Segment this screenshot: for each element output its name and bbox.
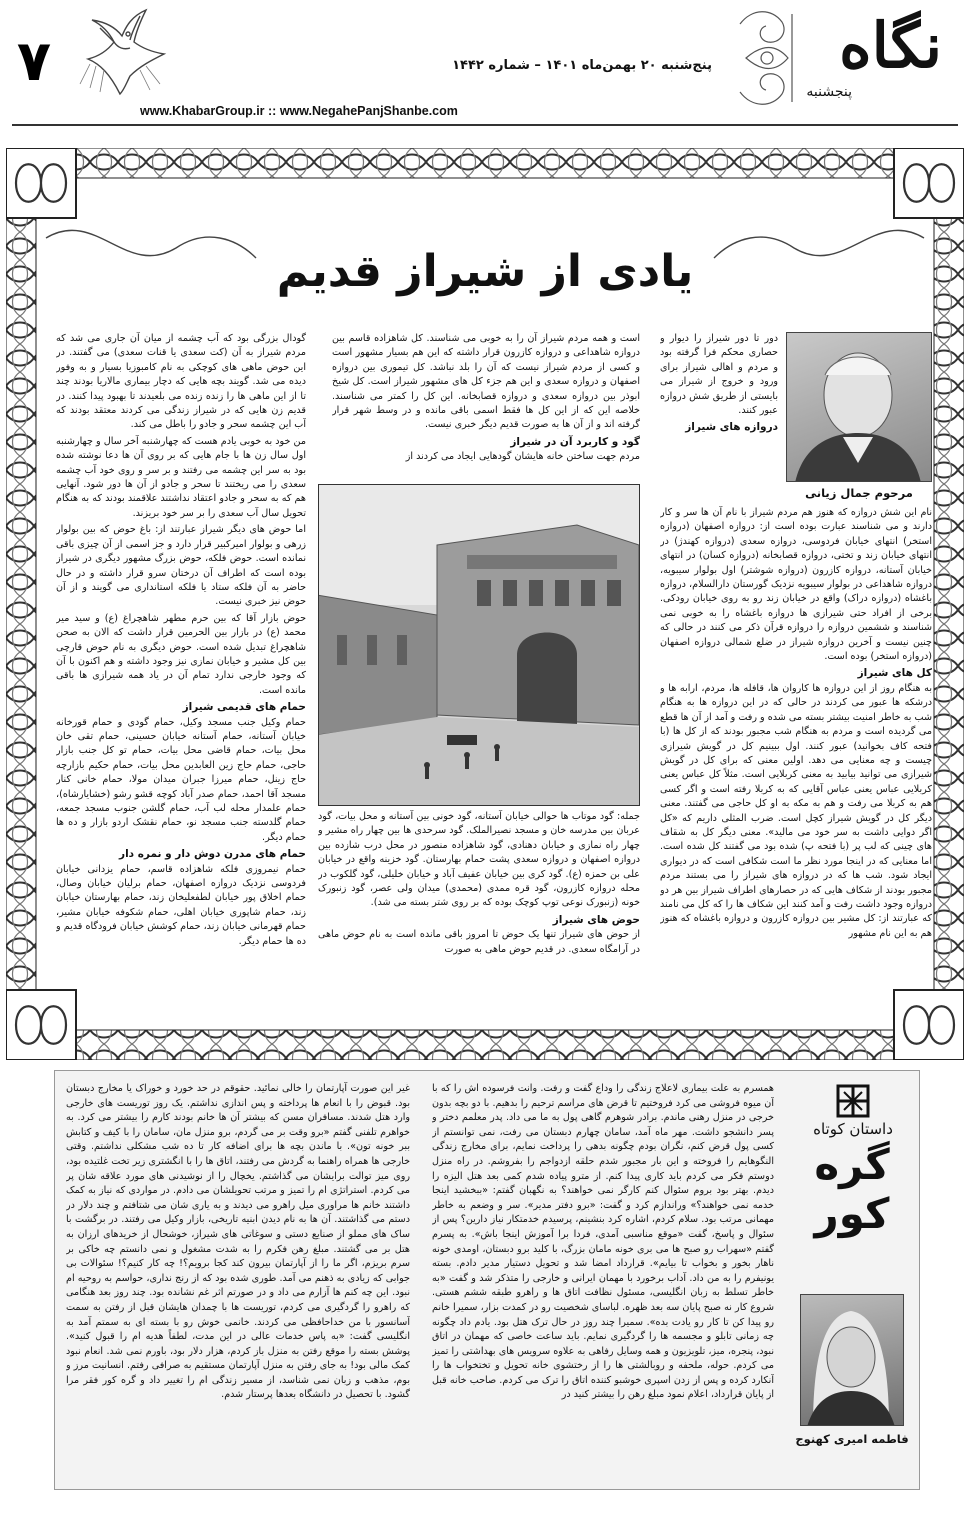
pits-list-paragraph: جمله: گود موتاب ها حوالی خیابان آستانه، گود خونی بین آستانه و محل بیات، گود عربان بین مدرسه خان و مسجد نصیرالملک. گود سرحدی ها بین چهار راه مشیر و چهار راه نمازی و خیابان دهنادی، گود شاهزاده منصور در محل درب شازده بین دروازه اصفهان و دروازه سعدی پشت حمام بهارستان. گود خزینه واقع در خیابان علی بن حمزه (ع). گود کری بین خیابان عفیف آباد و خیابان خلیلی، گود گلکوب در محله دروازه کازرون، گود قره ممدی (محمدی) میدان ولی عصر، گود زنبورک خونه (زنبورک نوعی توپ کوچک بوده که بر روی شتر بسته می شد). <box>318 811 640 909</box>
website-links[interactable]: www.KhabarGroup.ir :: www.NegahePanjShanbe.com <box>140 104 458 118</box>
article-column-2-bottom <box>318 810 640 1002</box>
story-emblem-icon <box>808 1082 898 1122</box>
story-paragraph-2: غیر این صورت آپارتمان را خالی نمائید. حقوقم در حد خورد و خوراک یا مخارج دبستان بود. قبوض را با انعام ها پرداخته و پس اندازی نداشتم. یک روز توریست های خارجی وارد هتل شدند. مسافران مسن که بیشتر آن ها خانم بودند کارم را بیشتر می کرد. به خواهرم تلفنی گفتم «برو وقت بر می گردم، برو منزل مان، سامان را با کیف و کتابش ببر خونه تون». با ماندن بچه ها برای اضافه کار تا ده شب مشکلی نداشتم. وقتی خارجی ها همراه راهنما به گردش می رفتند، اتاق ها را با انگشتری زیر تخت غلتیده بود، روی میز توالت برایشان می گذاشتم. یخچال را از نوشیدنی های مورد علاقه شان پر می کردم. استراتژی ام را تمیز و مرتب تحویلشان می دادم. در مواردی که نیاز به کمک داشتند خانم ها مراوری میل راهرو می دیدند و به یاری شان می شتافتم و چند دلار در دستم می گذاشتند. آن ها به نام دیدن ابنیه تاریخی، بازار وکیل می رفتند. در برگشت با ساک های مملو از صنایع دستی و سوغاتی های شیراز، خوشحال از خریدهای ارزان به هتل بر می گشتند. مبلغ رهن فکرم را به شدت مشغول و نمی دانستم چه خاکی بر سرم بریزم، اگر ما را از آپارتمان بیرون کند کجا برویم؟! چه کار کنیم؟! سئوالات بی جوابی که زیادی به ذهنم می آمد. طوری شده بود که از رنج نداری، حواسم به روحیه ام نبود. این چه کنم ها آزارم می داد و در صورتم اثر غم نشانده بود. چند روز بعد هنگامی که راهرو را گردگیری می کردم، توریست ها با چمدان هایشان قبل از رفتن به سمت آسانسور با من خداحافظی می کردند. خانمی خوش رو با بسته ای به سمتم آمد به انگلیسی گفت: «به پاس خدمات عالی در این مدت، لطفاً هدیه ام را قبول کنید». پوشش بسته را موقع رفتن به منزل باز کردم، هزار دلار بود، باورم نمی شد. انعام نبود کمک مالی بود! به جای رفتن به منزل آپارتمان مستقیم به صرافی رفتم. انسانیت مرز و بوم، مذهب و زبان نمی شناسد، از مسیر زندگی ام را تغییر داد و گره کور فقر مرا گشود. با تحصیل در دانشگاه بعدها پرستار شدم. <box>66 1083 410 1401</box>
modern-baths-paragraph: حمام نیمروزی فلکه شاهزاده قاسم، حمام یزدانی خیابان فردوسی نزدیک دروازه اصفهان، حمام برلیان خیابان وصال، حمام اخلاق پور خیابان لطفعلیخان زند، حمام بهارستان خیابان زند، حمام شاپوری خیابان اهلی، حمام شکوفه خیابان مشیر، حمام قهرمانی خیابان زند، حمام کوشش خیابان فرودگاه قدیم و ده ها حمام دیگر. <box>56 863 306 947</box>
story-paragraph-1: همسرم به علت بیماری لاعلاج زندگی را وداع گفت و رفت. وانت فرسوده اش را که با آن میوه فروشی می کرد فروختیم تا قرض های مراسم ترحیم را بدهیم. با دو بچه بدون خرجی در منزل رهنی ماندم. برادر شوهرم گاهی پول به ما می داد. پدر معلمم دختر و پسر دانشجو داشت. مهر ماه آمد، سامان چهارم دبستان می رفت، نمی توانستم از کسی پول قرض کنم، نگران بودم چگونه بدهی را پرداخت نمایم، برای مخارج زندگی النگوهایم را فروخته و این بار مجبور شدم حلقه ازدواجم را بفروشم. در راه منزل دوستم فکر می کردم باید کاری پیدا کنم. از مترو پیاده شدم کمی بعد هتل الیزه را دیدم. بهتر بود بروم سئوال کنم کارگر نمی خواهند؟ به نگهبان گفتم: «ببخشید اینجا خدمه نمی خواهند؟» وراندازم کرد و گفت: «برو دفتر مدیر». سر و وضعم به خاطر مهمانی مرتب بود. سلام کردم، اشاره کرد بنشینم، پرسیدم خدمتکار نیاز دارین؟ پس از سئوال و پاسخ، گفت «موقع مناسبی آمدی، فردا برا آموزش اینجا باش». به پسرم گفتم «سهراب رو صبح ها می بری خونه مامان بزرگ، با کلید برو دبستان، اومدی خونه ناهار بخور و بخواب تا بیایم». قرارداد امضا شد و تحویل دستیار مدیر دادم. بسته یونیفرم را به من داد. آداب برخورد با مهمان ایرانی و خارجی را متذکر شد و گفت «به خاطر تسلط به زبان انگلیسی، مسئول نظافت اتاق ها و راهرو طبقه ششم هستی. شروع کار نه صبح پایان سه بعد ظهره. لباسای شخصیت رو در کمدت بزار، سمیرا خانم رو پیدا کن تا کار رو یادت بده». سمیرا چند روز در حال ترک هتل بود. یادم داد چگونه چه زمانی تابلو و مجسمه ها را گردگیری نمایم. باید ساعت خاصی که مهمان در اتاق نبود، پنجره، میز، تلویزیون و همه وسایل رفاهی به علاوه سرویس های بهداشتی را تمیز می کردم. حوله، ملحفه و روبالشتی ها را از رختشوی خانه تحویل و تختخواب ها را آنکارد کرده و پس از زدن اسپری خوشبو کننده اتاق را ترک می کردم. صاحب خانه قبل از پایان قرارداد، اعلام نمود مبلغ رهن را بیشتر کنید در <box>432 1083 774 1401</box>
author-caption: مرحوم جمال زیانی <box>805 486 913 500</box>
saadi-pool-paragraph: گودال بزرگی بود که آب چشمه از میان آن جاری می شد که مردم شیراز به آن (کت سعدی یا قنات سعدی) می گفتند. در این حوض ماهی های کوچکی به نام کامبوزیا بسیار و به وفور دیده می شد. گویند بچه هایی که دچار بیماری مالاریا بودند چند تا از این ماهی ها را زنده زنده می بلعیدند تا بهبود پیدا کنند. در قدیم زن هایی که در شیراز زندگی می کردند معتقد بودند که آب این چشمه سحر و جادو را باطل می کند. <box>56 333 306 431</box>
pools-intro-paragraph: از حوض های شیراز تنها یک حوض تا امروز باقی مانده است به نام حوض ماهی در آرامگاه سعدی. در قدیم حوض ماهی به صورت <box>318 929 640 955</box>
historic-shiraz-photo <box>318 484 640 806</box>
subheading-gates: دروازه های شیراز <box>685 421 778 434</box>
story-author-portrait <box>800 1294 904 1426</box>
article-intro: دور تا دور شیراز را دیوار و حصاری محکم فرا گرفته بود و مردم و اهالی شیراز برای ورود و خروج از شیراز می بایستی از طریق شش دروازه عبور کنند. <box>660 333 778 417</box>
logo-subtitle: پنجشنبه <box>806 84 852 100</box>
phoenix-emblem-icon <box>70 4 170 100</box>
article-column-1 <box>660 506 932 980</box>
story-kicker: داستان کوتاه <box>813 1120 893 1138</box>
article-column-3 <box>56 332 306 1008</box>
page-number: ۷ <box>16 29 52 94</box>
subheading-old-baths: حمام های قدیمی شیراز <box>182 701 306 714</box>
portrait-silhouette-icon <box>800 1295 903 1426</box>
story-title: گره کور <box>814 1140 890 1238</box>
author-portrait <box>786 332 932 482</box>
article-column-2 <box>332 332 640 482</box>
logo-title: نگاه <box>839 9 942 82</box>
kols-continued-paragraph: است و همه مردم شیراز آن را به خوبی می شناسند. کل شاهزاده قاسم بین دروازه شاهداعی و دروازه کازرون قرار داشته که این هم بسیار مشهور است و کسی از مردم شیراز نیست که آن را بلد نباشد. کل تیموری بین دروازه اصفهان و دروازه سعدی و این هم جزء کل های مشهور شیراز است. کل شیخ ابوذر بین دروازه سعدی و دروازه قصابخانه. این کل را کمتر می شناسند. خلاصه این که از این کل ها فقط اسمی باقی مانده و در وسط شهر قرار گرفته اند و از آن ها به صورت قدیم دیگر خبری نیست. <box>332 333 640 431</box>
portrait-silhouette-icon <box>786 333 931 482</box>
subheading-modern-baths: حمام های مدرن دوش دار و نمره دار <box>119 848 306 861</box>
issue-date-line: پنج‌شنبه ۲۰ بهمن‌ماه ۱۴۰۱ – شماره ۱۴۴۲ <box>452 58 712 73</box>
article-column-1-top <box>660 332 778 510</box>
story-author-caption: فاطمه امیری کهنوج <box>795 1432 909 1446</box>
story-column-1 <box>432 1082 774 1482</box>
newspaper-logo <box>732 4 962 112</box>
subheading-pits: گود و کاربرد آن در شیراز <box>510 435 640 448</box>
kols-paragraph: به هنگام روز از این دروازه ها کاروان ها، قافله ها، مردم، ارابه ها و درشکه ها عبور می کردند در حالی که در این دروازه ها به هنگام شب به خاطر امنیت بیشتر بسته می شده و رفت و آمد از آن ها قطع می گردیده است و مردم به هنگام شب مجبور بودند که از کل ها (با فتحه کاف بخوانید) عبور کنند. اول ببینیم کل در گویش شیرازی چیست و چه معنایی می دهد. اولین معنی که برای کل در گویش شیرازی می توانید بیابید به معنی کربلایی است. مثلاً کل عباس یعنی کربلایی عباس یعنی عباس آقایی که به کربلا رفته است و اگر کسی هم به کربلا می رفت و هم به مکه به او کل حاجی می گفتند. معنی دیگر کل در گویش شیراز کچل است. ضرب المثلی داریم که «کل اگر دوایی داشت به سر خود می مالید». معنی دیگر کل به شقاف های چینی که لب پر (با فتحه پ) شده بود می گفتند کل شده است. اما معنایی که در اینجا مورد نظر ما است شکافی است که در دیواری ایجاد شود. شب ها که در دروازه های شیراز را می بستند مردم مجبور بودند از شکاف هایی که در حصارهای اطراف شیراز بین هر دو دروازه وجود داشت رفت و آمد کنند این شکاف ها را که کل می نامند که عبارتند از: کل مشیر بین دروازه کازرون و دروازه باغشاه که هنوز هم به این نام مشهور <box>660 682 932 939</box>
bazaar-pool-paragraph: حوض بازار آقا که بین حرم مطهر شاهچراغ (ع) و سید میر محمد (ع) در بازار بین الحرمین قرار داشت که الان به صحن شاهچراغ تبدیل شده است. حوض دیگری به نام حوض قارچی بین کل مشیر و خیابان نمازی نیز وجود داشته و هم اکنون با آن که وجود خارجی ندارد تمام آن در یاد همه شیرازی ها باقی مانده است. <box>56 612 306 696</box>
header-divider <box>12 124 958 126</box>
subheading-pools: حوض های شیراز <box>552 913 640 926</box>
article-headline: یادی از شیراز قدیم <box>276 246 694 297</box>
subheading-kols: کل های شیراز <box>857 667 932 680</box>
wednesday-ritual-paragraph: من خود به خوبی یادم هست که چهارشنبه آخر سال و چهارشنبه اول سال زن ها با جام هایی که بر روی آن ها دعا نوشته شده بود به سر این چشمه می رفتند و بر سر و روی خود آب چشمه سعدی را می ریختند تا سحر و جادو از آن ها دور شود. آنهایی هم که به سحر و جادو اعتقاد نداشتند علاقمند بودند که به هنگام تحویل سال آب سعدی را بر سر خود بریزند. <box>56 435 306 519</box>
story-column-2 <box>66 1082 410 1482</box>
other-pools-paragraph: اما حوض های دیگر شیراز عبارتند از: باغ حوض که بین بولوار زرهی و بولوار امیرکبیر قرار دارد و جز اسمی از آن چیزی باقی نمانده است. حوض فلکه، حوض بزرگ مشهور دیگری در شیراز بوده است که اطراف آن درختان سرو قرار داشته و در حال حاضر به آن فلکه ستاد یا فلکه استانداری می گویند و از آن حوض نیز خبری نیست. <box>56 524 306 608</box>
page-header <box>0 0 970 130</box>
old-street-photo-icon <box>318 485 639 806</box>
pits-intro-paragraph: مردم جهت ساختن خانه هایشان گودهایی ایجاد می کردند از <box>405 451 640 463</box>
gates-paragraph: نام این شش دروازه که هنوز هم مردم شیراز با نام آن ها سر و کار دارند و می شناسند عبارت بوده است از: دروازه اصفهان (دروازه استخر) انتهای خیابان فردوسی، دروازه سعدی (دروازه کهندژ) در انتهای خیابان زند و تختی، دروازه قصابخانه (دروازه کسان) در انتهای خیابان آستانه، دروازه کازرون (دروازه شوشتر) اول بولوار سیبویه، دروازه شاهداعی در بولوار سیبویه نزدیک گورستان دارالسلام، دروازه باغشاه (دروازه دراک) واقع در خیابان زند رو به روی خیابان رودکی. برخی از افراد حتی شیرازی ها دروازه باغشاه را به خوبی نمی شناسند و ششمین دروازه را دروازه قرآن ذکر می کنند در حالی که چنین نیست و آخرین دروازه شیراز در ضلع شمالی دروازه اصفهان (دروازه استخر) بوده است. <box>660 507 932 663</box>
old-baths-paragraph: حمام وکیل جنب مسجد وکیل، حمام گودی و حمام قورخانه خیابان آستانه، حمام آستانه خیابان حسینی، حمام تقی خان محل بیات، حمام قاضی محل بیات، حمام تو کل جنب بازار حاجی، حمام حاج زین العابدین محل بیات، حمام حکیم بازارچه حاج زینل، حمام میرزا جبران میدان مولا، حمام خانی کنار مسجد آقا احمد، حمام صدر آباد کوچه قشو رشو (خشایارشاه)، حمام علمدار محله لب آب، حمام گلشن جنوب مسجد جمعه، حمام گلدسته جنب مسجد نو، حمام نقشک اردو بازار و ده ها حمام دیگر. <box>56 716 306 843</box>
